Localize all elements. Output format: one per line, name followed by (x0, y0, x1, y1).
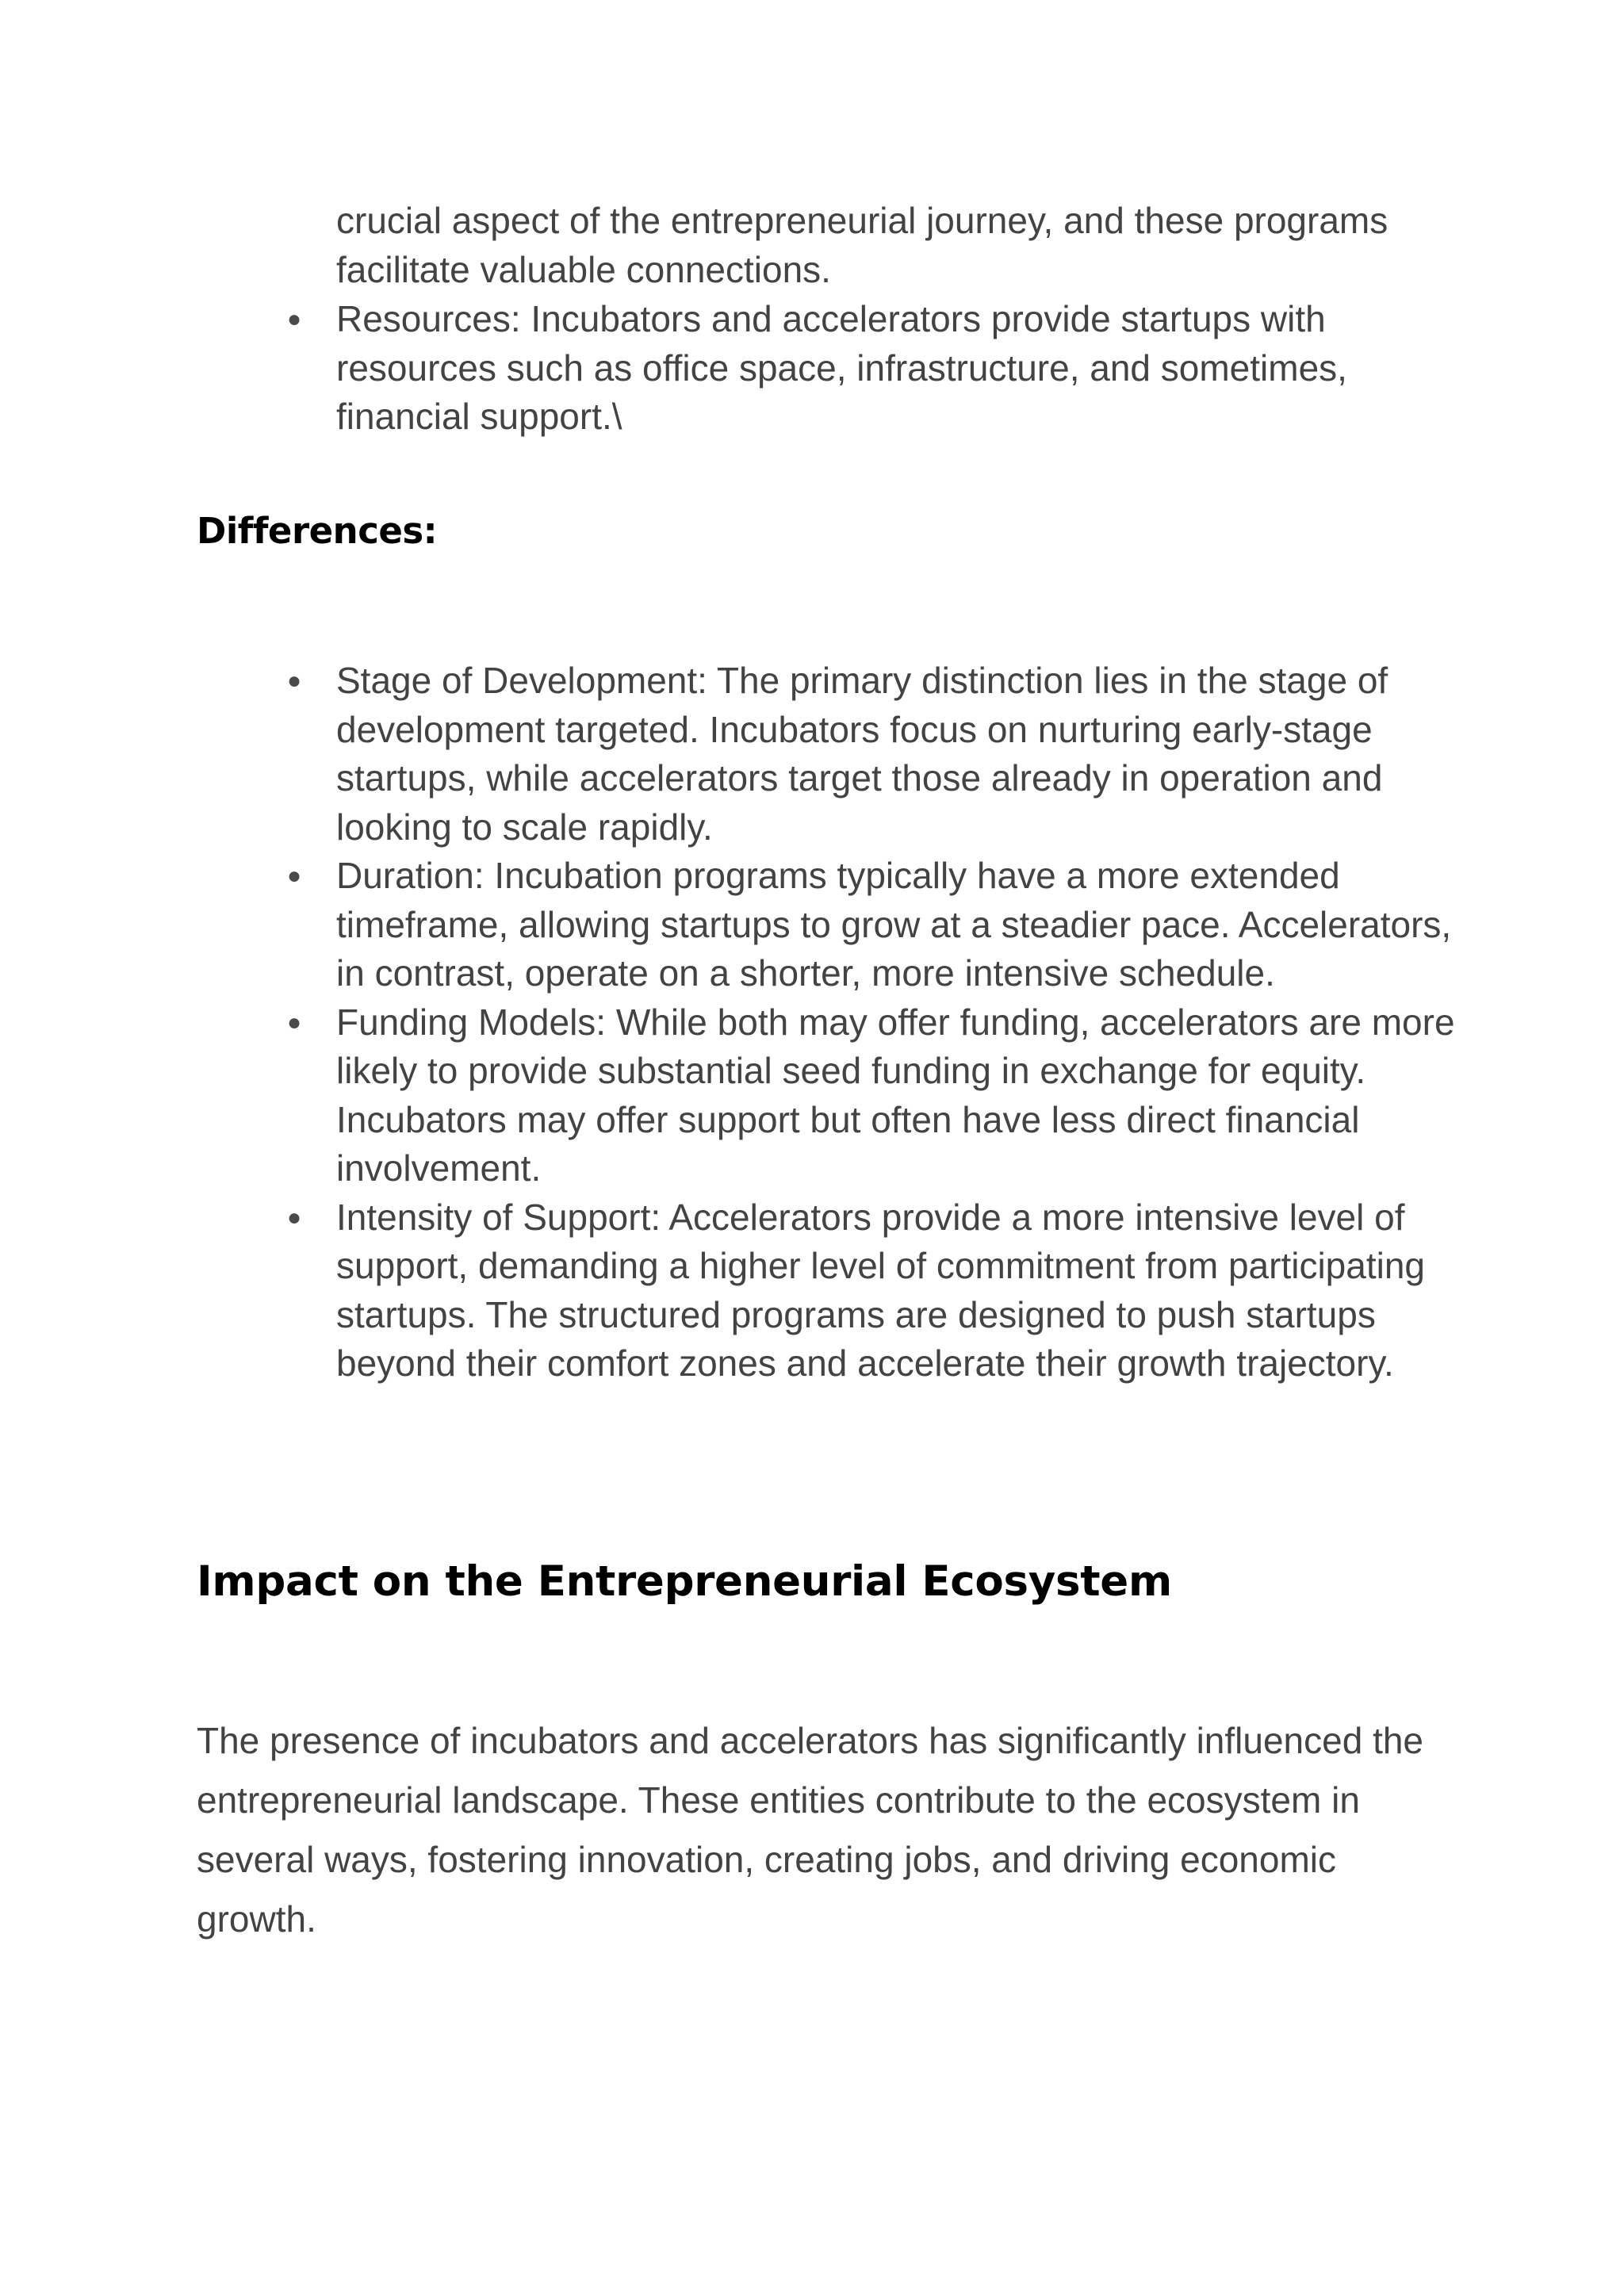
list-item-text: Stage of Development: The primary distinction lies in the stage of development targeted. Incubators focus on nurturing early-stage startups, while accelerators target those already in operation and looking to scale rapidly. (336, 660, 1388, 848)
impact-paragraph: The presence of incubators and accelerators has significantly influenced the entrepreneurial landscape. These entities contribute to the ecosystem in several ways, fostering innovation, creating jobs, and driving economic growth. (197, 1720, 1424, 1940)
resources-list (287, 295, 1461, 442)
bullet-icon: ● (287, 306, 302, 332)
continued-list-text: crucial aspect of the entrepreneurial journey, and these programs facilitate valuable connections. (336, 200, 1388, 290)
list-item (287, 657, 1461, 852)
bullet-icon: ● (287, 1009, 302, 1036)
list-item-text: Resources: Incubators and accelerators provide startups with resources such as office space, infrastructure, and sometimes, financial support.\ (336, 298, 1347, 437)
bullet-icon: ● (287, 863, 302, 889)
bullet-icon: ● (287, 668, 302, 694)
list-item-text: Funding Models: While both may offer funding, accelerators are more likely to provide substantial seed funding in exchange for equity. Incubators may offer support but often have less direct financial involvement. (336, 1001, 1455, 1189)
differences-list (287, 657, 1461, 1388)
bullet-icon: ● (287, 1204, 302, 1231)
list-item (287, 1193, 1461, 1388)
list-item (287, 852, 1461, 998)
impact-heading: Impact on the Entrepreneurial Ecosystem (197, 1557, 1172, 1606)
differences-heading: Differences: (197, 510, 438, 552)
list-item (287, 998, 1461, 1193)
list-item-text: Duration: Incubation programs typically have a more extended timeframe, allowing startups to grow at a steadier pace. Accelerators, in contrast, operate on a shorter, more intensive schedule. (336, 855, 1452, 994)
list-item-text: Intensity of Support: Accelerators provide a more intensive level of support, demanding a higher level of commitment from participating startups. The structured programs are designed to push startups beyond their comfort zones and accelerate their growth trajectory. (336, 1196, 1426, 1384)
list-item (287, 295, 1461, 442)
